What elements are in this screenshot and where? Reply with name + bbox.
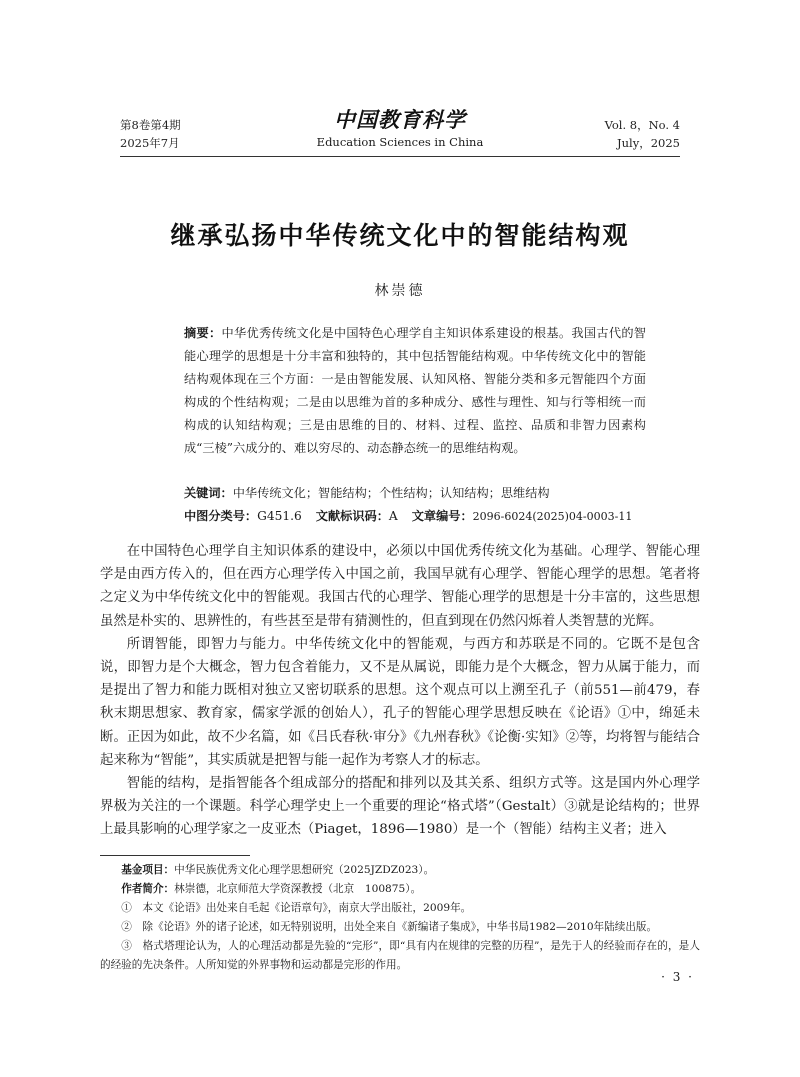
- keywords-label: 关键词：: [184, 486, 233, 500]
- author-bio: [100, 880, 700, 899]
- fund-text: 中华民族优秀文化心理学思想研究（2025JZDZ023）。: [174, 864, 435, 876]
- classification-line: [184, 505, 654, 528]
- footnote-rule: [100, 855, 250, 856]
- footnote-2: ② 除《论语》外的诸子论述，如无特别说明，出处全来自《新编诸子集成》，中华书局1982—2010年陆续出版。: [121, 921, 658, 933]
- article-title: 继承弘扬中华传统文化中的智能结构观: [170, 221, 630, 250]
- keywords: [184, 482, 654, 505]
- abstract-text: 中华优秀传统文化是中国特色心理学自主知识体系建设的根基。我国古代的智能心理学的思想是十分丰富和独特的，其中包括智能结构观。中华传统文化中的智能结构观体现在三个方面：一是由智能发展、认知风格、智能分类和多元智能四个方面构成的个性结构观；二是由以思维为首的多种成分、感性与理性、知与行等相统一而构成的认知结构观；三是由思维的目的、材料、过程、监控、品质和非智力因素构成“三棱”六成分的、难以穷尽的、动态静态统一的思维结构观。: [184, 326, 646, 455]
- clc-value: G451.6: [257, 509, 302, 523]
- footnotes: [100, 861, 700, 975]
- clc-label: 中图分类号：: [184, 509, 258, 523]
- body-paragraph: 智能的结构，是指智能各个组成部分的搭配和排列以及其关系、组织方式等。这是国内外心理学界极为关注的一个课题。科学心理学史上一个重要的理论“格式塔”（Gestalt）③就是论结构的；世界上最具影响的心理学家之一皮亚杰（Piaget，1896—1980）是一个（智能）结构主义者；进入: [100, 776, 700, 838]
- article-id-label: 文章编号：: [411, 509, 473, 523]
- doc-code-value: A: [388, 509, 398, 523]
- keywords-text: 中华传统文化；智能结构；个性结构；认知结构；思维结构: [232, 486, 550, 500]
- issue-date: 2025年7月: [120, 136, 180, 150]
- bio-label: 作者简介：: [121, 883, 175, 895]
- bio-text: 林崇德，北京师范大学资深教授（北京 100875）。: [174, 883, 422, 895]
- article-id-value: 2096-6024(2025)04-0003-11: [472, 510, 633, 523]
- doc-code-label: 文献标识码：: [315, 509, 389, 523]
- header-issue-info-en: [605, 116, 680, 152]
- footnote-1: ① 本文《论语》出处来自毛起《论语章句》，南京大学出版社，2009年。: [121, 902, 472, 914]
- abstract-label: 摘要：: [184, 326, 222, 340]
- article-author: 林崇德: [374, 283, 426, 299]
- fund-label: 基金项目：: [121, 864, 175, 876]
- page-number: · 3 ·: [661, 970, 694, 984]
- body-paragraph: 在中国特色心理学自主知识体系的建设中，必须以中国优秀传统文化为基础。心理学、智能心理学是由西方传入的，但在西方心理学传入中国之前，我国早就有心理学、智能心理学的思想。笔者将之定义为中华传统文化中的智能观。我国古代的心理学、智能心理学的思想是十分丰富的，这些思想虽然是朴实的、思辨性的，有些甚至是带有猜测性的，但直到现在仍然闪烁着人类智慧的光辉。: [100, 544, 700, 629]
- volume-issue: 第8卷第4期: [120, 118, 181, 132]
- header-issue-info: [120, 116, 181, 152]
- journal-name-en: Education Sciences in China: [316, 135, 484, 149]
- abstract: [184, 322, 646, 460]
- journal-logo: 中国教育科学: [334, 107, 466, 132]
- volume-issue-en: Vol. 8，No. 4: [604, 118, 680, 132]
- journal-masthead: [300, 108, 500, 151]
- body-paragraph: 所谓智能，即智力与能力。中华传统文化中的智能观，与西方和苏联是不同的。它既不是包含说，即智力是个大概念，智力包含着能力，又不是从属说，即能力是个大概念，智力从属于能力，而是提出了智力和能力既相对独立又密切联系的思想。这个观点可以上溯至孔子（前551—前479，春秋末期思想家、教育家，儒家学派的创始人），孔子的智能心理学思想反映在《论语》①中，绵延未断。正因为如此，故不少名篇，如《吕氏春秋·审分》《九州春秋》《论衡·实知》②等，均将智与能结合起来称为“智能”，其实质就是把智与能一起作为考察人才的标志。: [100, 636, 700, 768]
- body-text: [100, 540, 700, 842]
- issue-date-en: July，2025: [617, 136, 680, 150]
- footnote-3: ③ 格式塔理论认为，人的心理活动都是先验的“完形”，即“具有内在规律的完整的历程”，是先于人的经验而存在的，是人的经验的先决条件。人所知觉的外界事物和运动都是完形的作用。: [100, 940, 700, 971]
- header-rule: [120, 156, 680, 157]
- fund-note: [100, 861, 700, 880]
